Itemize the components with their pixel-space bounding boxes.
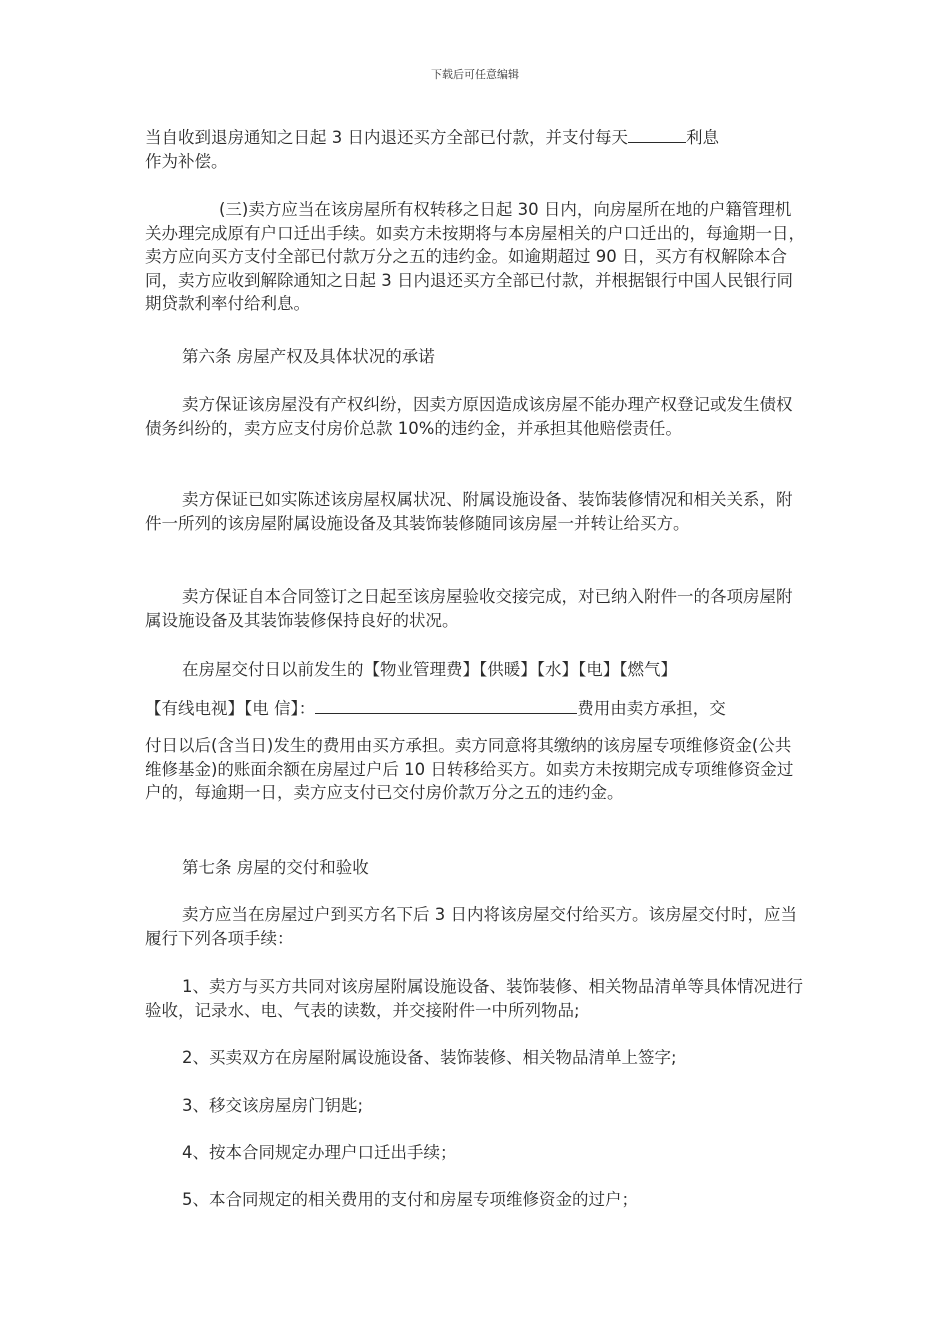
article-7-heading: 第七条 房屋的交付和验收: [182, 858, 369, 877]
paragraph-disclosure-warranty: 卖方保证已如实陈述该房屋权属状况、附属设施设备、装饰装修情况和相关关系，附件一所列的该房屋附属设施设备及其装饰装修随同该房屋一并转让给买方。: [145, 490, 793, 533]
list-item: 1、卖方与买方共同对该房屋附属设施设备、装饰装修、相关物品清单等具体情况进行验收，记录水、电、气表的读数，并交接附件一中所列物品;: [145, 977, 803, 1020]
paragraph-text: 当自收到退房通知之日起 3 日内退还买方全部已付款，并支付每天: [145, 128, 628, 147]
paragraph-refund-interest: [145, 126, 805, 173]
page-header: 下载后可任意编辑: [431, 68, 519, 81]
list-item: 3、移交该房屋房门钥匙;: [182, 1096, 364, 1115]
paragraph-clause-3: (三)卖方应当在该房屋所有权转移之日起 30 日内，向房屋所在地的户籍管理机关办理完成原有户口迁出手续。如卖方未按期将与本房屋相关的户口迁出的，每逾期一日，卖方应向买方支付全部已付款万分之五的违约金。如逾期超过 90 日，买方有权解除本合同，卖方应收到解除通知之日起 3 日内退还买方全部已付款，并根据银行中国人民银行同期贷款利率付给利息。: [145, 200, 805, 313]
paragraph-text: 利息: [686, 128, 719, 147]
paragraph-text: 作为补偿。: [145, 151, 228, 171]
fill-blank-fees: [315, 697, 577, 714]
list-item: 5、本合同规定的相关费用的支付和房屋专项维修资金的过户；: [182, 1190, 638, 1209]
paragraph-text: 【有线电视】【电 信】：: [145, 699, 316, 718]
list-item: 4、按本合同规定办理户口迁出手续；: [182, 1143, 457, 1162]
article-6-heading: 第六条 房屋产权及具体状况的承诺: [182, 347, 435, 366]
paragraph-maintenance-warranty: 卖方保证自本合同签订之日起至该房屋验收交接完成，对已纳入附件一的各项房屋附属设施设备及其装饰装修保持良好的状况。: [145, 587, 793, 630]
paragraph-delivery: 卖方应当在房屋过户到买方名下后 3 日内将该房屋交付给买方。该房屋交付时，应当履行下列各项手续：: [145, 905, 797, 948]
paragraph-fees-after-delivery: 付日以后(含当日)发生的费用由买方承担。卖方同意将其缴纳的该房屋专项维修资金(公共维修基金)的账面余额在房屋过户后 10 日转移给买方。如卖方未按期完成专项维修资金过户的，每逾期一日，卖方应支付已交付房价款万分之五的违约金。: [145, 736, 794, 802]
paragraph-fees-before-delivery: 在房屋交付日以前发生的【物业管理费】【供暖】【水】【电】【燃气】: [182, 660, 677, 679]
list-item: 2、买卖双方在房屋附属设施设备、装饰装修、相关物品清单上签字;: [182, 1048, 677, 1067]
paragraph-property-warranty: 卖方保证该房屋没有产权纠纷，因卖方原因造成该房屋不能办理产权登记或发生债权债务纠纷的，卖方应支付房价总款 10%的违约金，并承担其他赔偿责任。: [145, 395, 793, 438]
fill-blank-interest: [628, 126, 686, 143]
paragraph-fees-line: [145, 697, 805, 721]
paragraph-text: 费用由卖方承担，交: [577, 699, 726, 718]
